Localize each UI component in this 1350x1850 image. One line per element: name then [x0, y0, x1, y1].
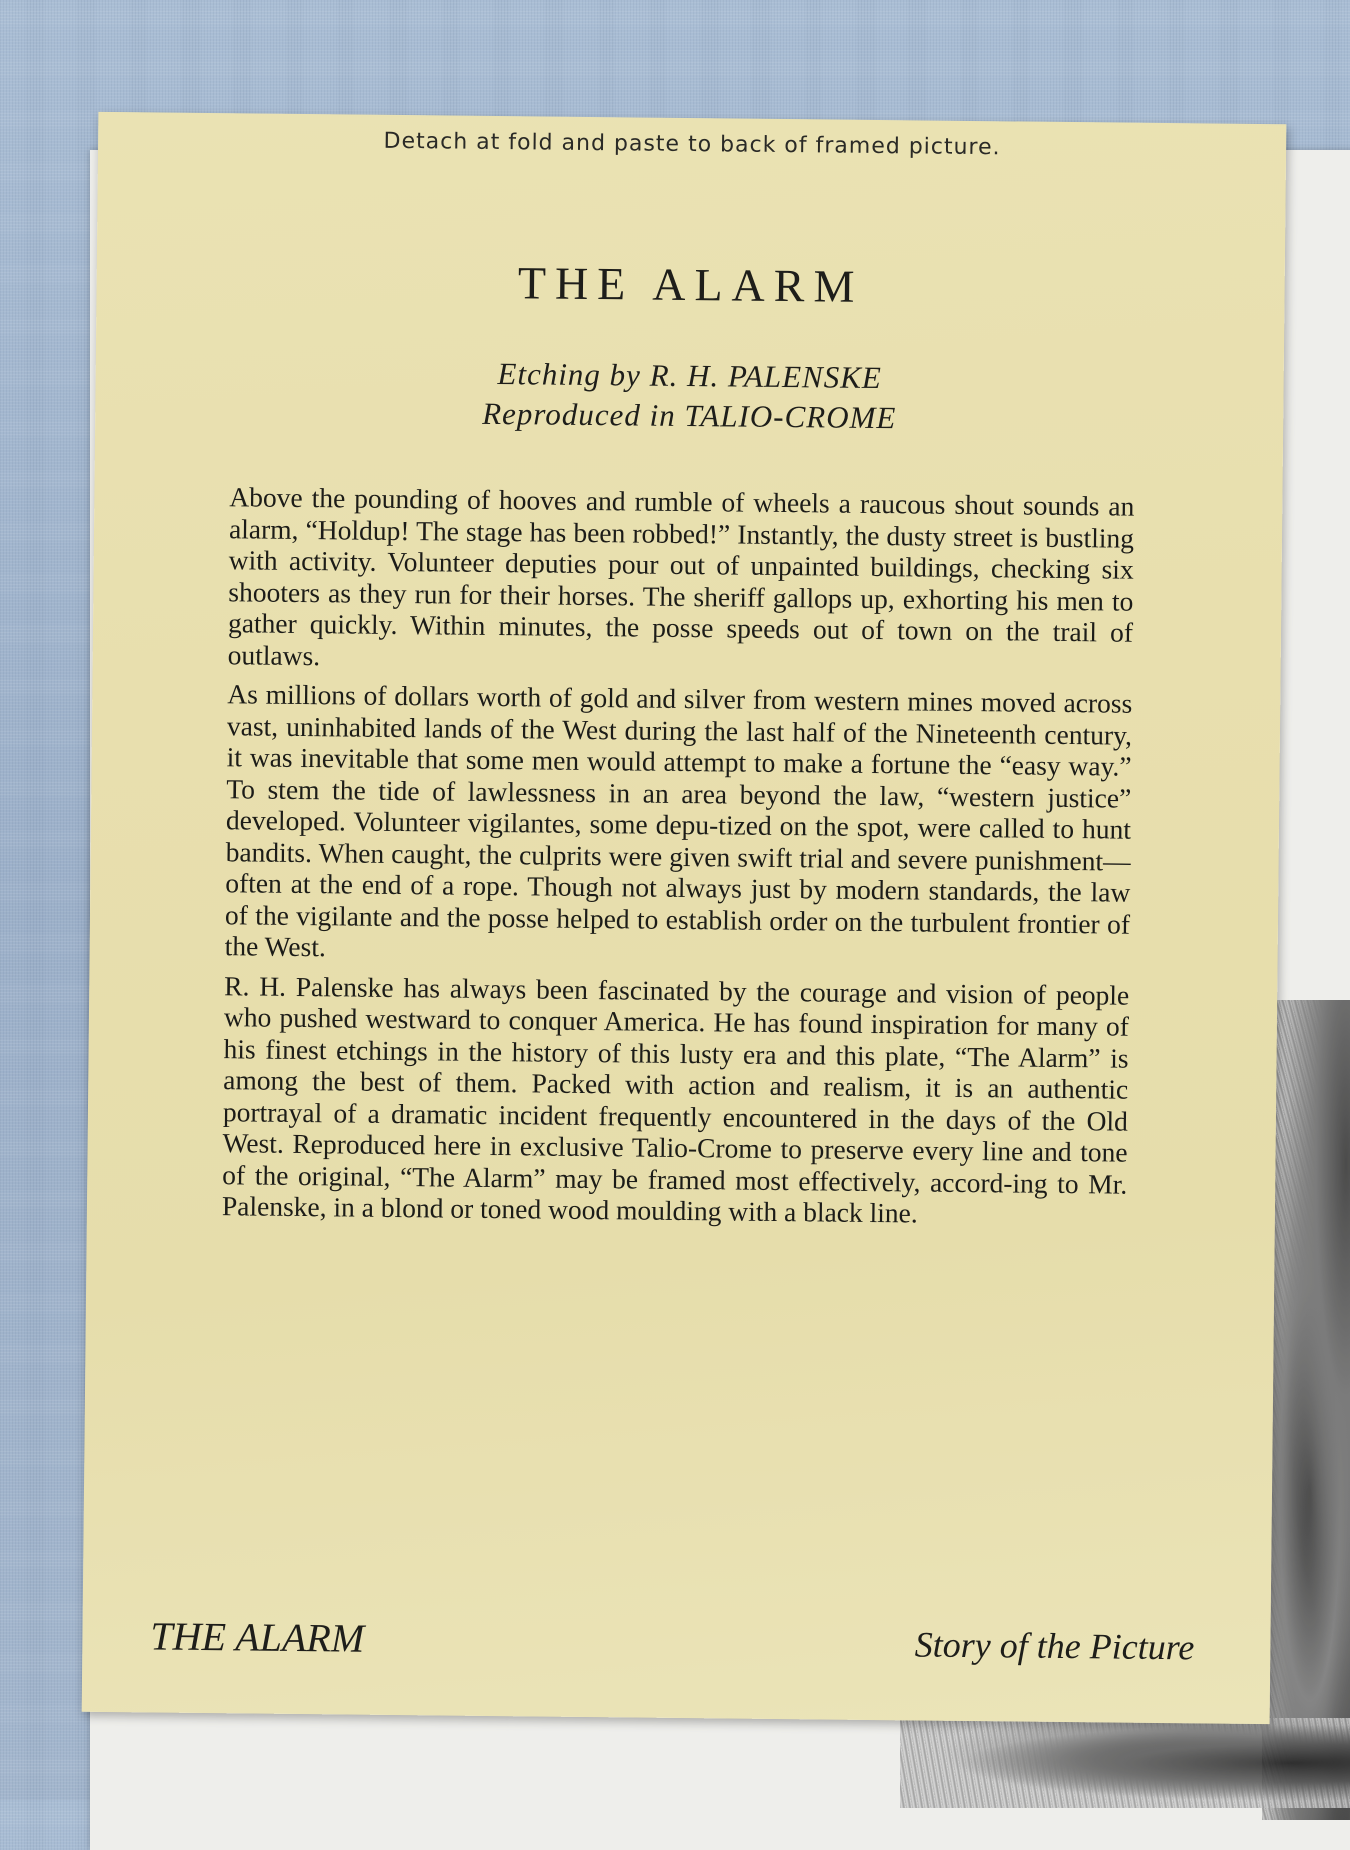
- story-paragraph-1: Above the pounding of hooves and rumble of wheels a raucous shout sounds an alarm, “Holdup! The stage has been robbed!” Instantly, the dusty street is bustling with activity. Volunteer deputies pour out of unpainted buildings, checking six shooters as they run for their horses. The sheriff gallops up, exhorting his men to gather quickly. Within minutes, the posse speeds out of town on the trail of outlaws.: [227, 481, 1135, 671]
- footer-title: THE ALARM: [150, 1613, 365, 1661]
- story-paragraph-2: As millions of dollars worth of gold and silver from western mines moved across vast, uninhabited lands of the West during the last half of the Nineteenth century, it was inevitable that some men would attempt to make a fortune the “easy way.” To stem the tide of lawlessness in an area beyond the law, “western justice” developed. Volunteer vigilantes, some depu-tized on the spot, were called to hunt bandits. When caught, the culprits were given swift trial and severe punishment—often at the end of a rope. Though not always just by modern standards, the law of the vigilante and the posse helped to establish order on the turbulent frontier of the West.: [224, 678, 1133, 963]
- etching-image-bottom: [900, 1718, 1350, 1808]
- footer-caption: Story of the Picture: [914, 1624, 1195, 1668]
- story-paragraph-3: R. H. Palenske has always been fascinated by the courage and vision of people who pushed westward to conquer America. He has found inspiration for many of his finest etchings in the history of this lusty era and this plate, “The Alarm” is among the best of them. Packed with action and realism, it is an authentic portrayal of a dramatic incident frequently encountered in the days of the Old West. Reproduced here in exclusive Talio-Crome to preserve every line and tone of the original, “The Alarm” may be framed most effectively, accord-ing to Mr. Palenske, in a blond or toned wood moulding with a black line.: [221, 969, 1130, 1229]
- story-body: [222, 481, 1135, 1239]
- reproduction-credit: Reproduced in TALIO-CROME: [482, 395, 897, 436]
- story-card: [82, 112, 1287, 1724]
- etching-credit: Etching by R. H. PALENSKE: [497, 356, 883, 396]
- card-title: THE ALARM: [517, 257, 864, 312]
- detach-instruction: Detach at fold and paste to back of framed picture.: [383, 128, 1001, 161]
